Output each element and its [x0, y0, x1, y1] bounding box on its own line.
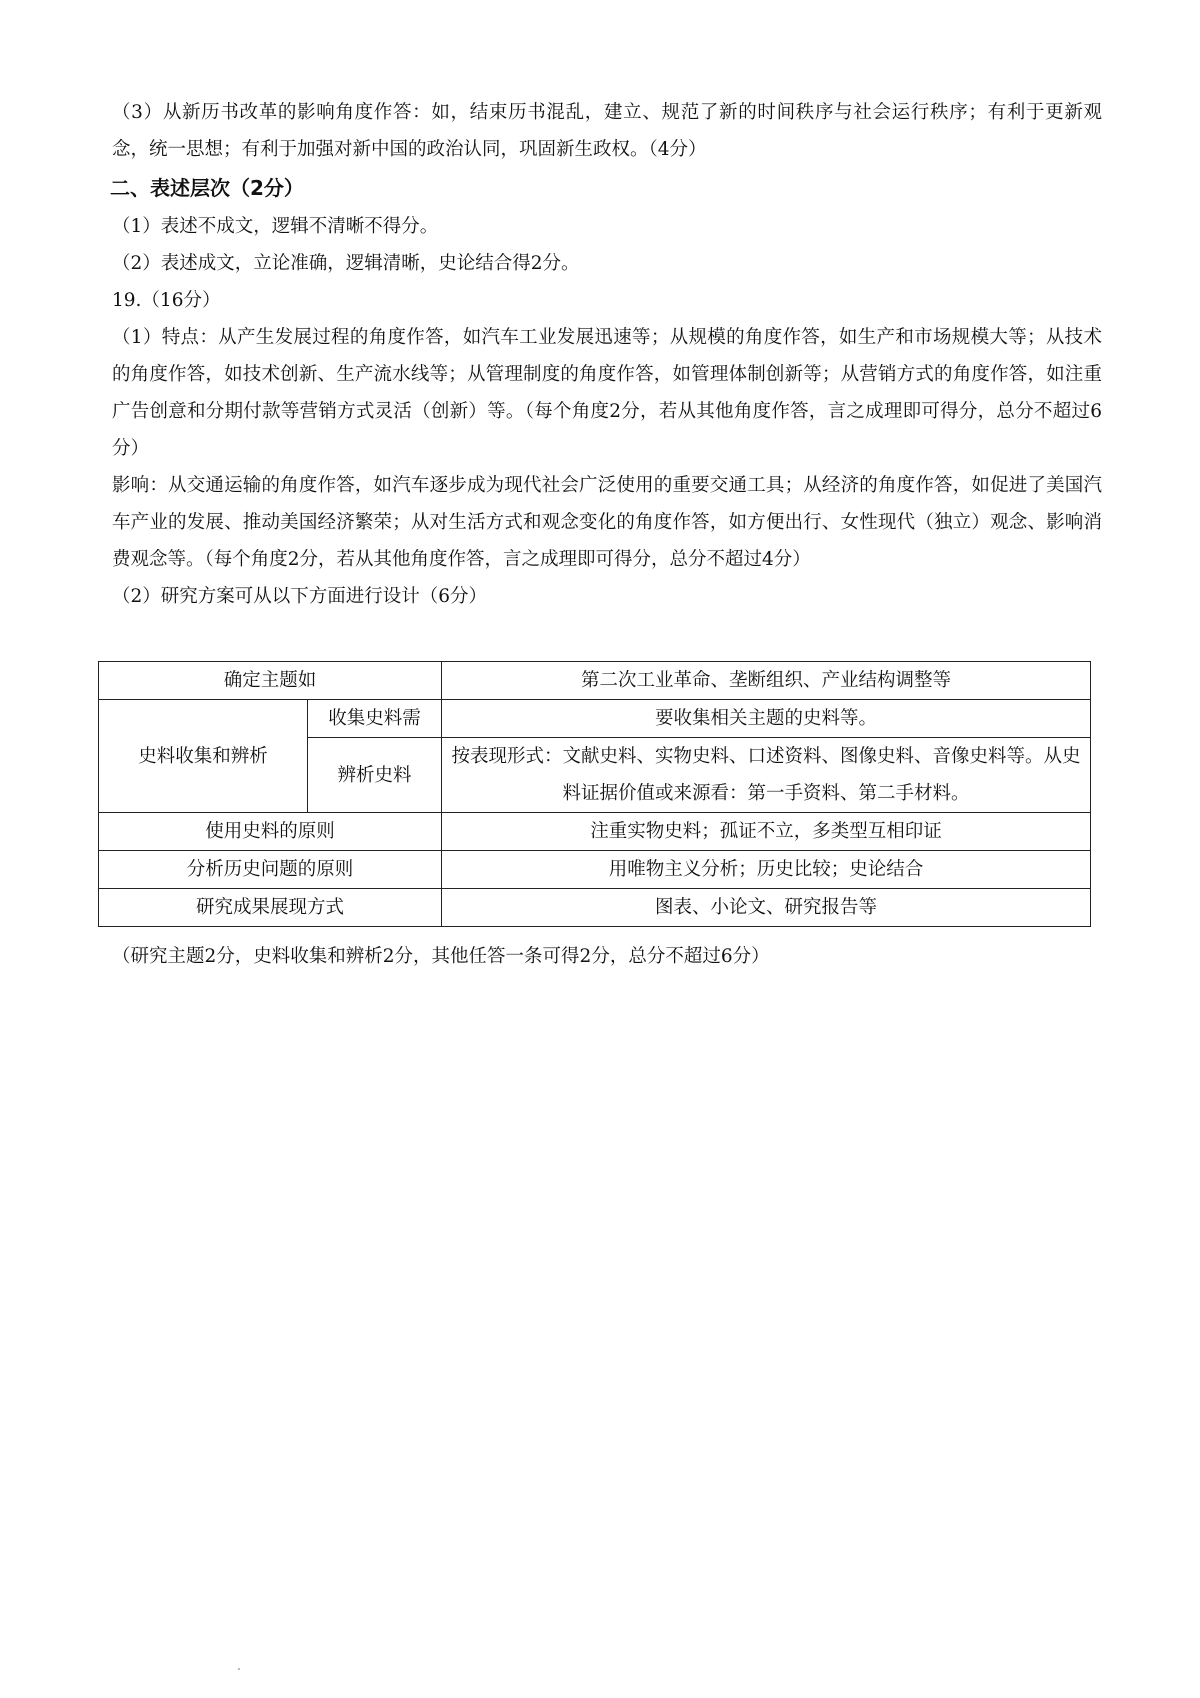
question-19-number: 19.（16分）: [112, 290, 221, 311]
q19-part1-features: （1）特点：从产生发展过程的角度作答，如汽车工业发展迅速等；从规模的角度作答，如生产和市场规模大等；从技术的角度作答，如技术创新、生产流水线等；从管理制度的角度作答，如管理体制创新等；从营销方式的角度作答，如注重广告创意和分期付款等营销方式灵活（创新）等。（每个角度2分，若从其他角度作答，言之成理即可得分，总分不超过6分）: [112, 327, 1102, 459]
table-label-principle-use: 使用史料的原则: [99, 813, 442, 851]
scan-speck: [238, 1668, 240, 1670]
table-label-presentation: 研究成果展现方式: [99, 889, 442, 927]
table-row: [99, 813, 1091, 851]
table-label-source-collection: 史料收集和辨析: [99, 700, 308, 813]
table-sublabel-analyze: 辨析史料: [308, 738, 442, 813]
table-value-presentation: 图表、小论文、研究报告等: [442, 889, 1091, 927]
table-row: [99, 700, 1091, 738]
table-label-topic: 确定主题如: [99, 662, 442, 700]
table-value-principle-use: 注重实物史料；孤证不立，多类型互相印证: [442, 813, 1091, 851]
table-value-principle-analysis: 用唯物主义分析；历史比较；史论结合: [442, 851, 1091, 889]
table-value-analyze: 按表现形式：文献史料、实物史料、口述资料、图像史料、音像史料等。从史料证据价值或来源看：第一手资料、第二手材料。: [442, 738, 1091, 813]
q19-part1-impact: 影响：从交通运输的角度作答，如汽车逐步成为现代社会广泛使用的重要交通工具；从经济的角度作答，如促进了美国汽车产业的发展、推动美国经济繁荣；从对生活方式和观念变化的角度作答，如方便出行、女性现代（独立）观念、影响消费观念等。（每个角度2分，若从其他角度作答，言之成理即可得分，总分不超过4分）: [112, 475, 1102, 570]
table-row: [99, 889, 1091, 927]
table-row: [99, 662, 1091, 700]
table-sublabel-collect: 收集史料需: [308, 700, 442, 738]
answer-document: [112, 94, 1102, 615]
table-value-collect: 要收集相关主题的史料等。: [442, 700, 1091, 738]
table-value-topic: 第二次工业革命、垄断组织、产业结构调整等: [442, 662, 1091, 700]
scoring-note: （研究主题2分，史料收集和辨析2分，其他任答一条可得2分，总分不超过6分）: [112, 946, 770, 967]
section2-item2: （2）表述成文，立论准确，逻辑清晰，史论结合得2分。: [112, 253, 580, 274]
table-label-principle-analysis: 分析历史问题的原则: [99, 851, 442, 889]
table-row: [99, 851, 1091, 889]
section2-item1: （1）表述不成文，逻辑不清晰不得分。: [112, 216, 439, 237]
q19-part2-intro: （2）研究方案可从以下方面进行设计（6分）: [112, 586, 488, 607]
answer-part3-paragraph: （3）从新历书改革的影响角度作答：如，结束历书混乱，建立、规范了新的时间秩序与社会运行秩序；有利于更新观念，统一思想；有利于加强对新中国的政治认同，巩固新生政权。（4分）: [112, 102, 1102, 160]
section2-heading: 二、表述层次（2分）: [110, 176, 304, 200]
research-plan-table: [98, 661, 1091, 927]
